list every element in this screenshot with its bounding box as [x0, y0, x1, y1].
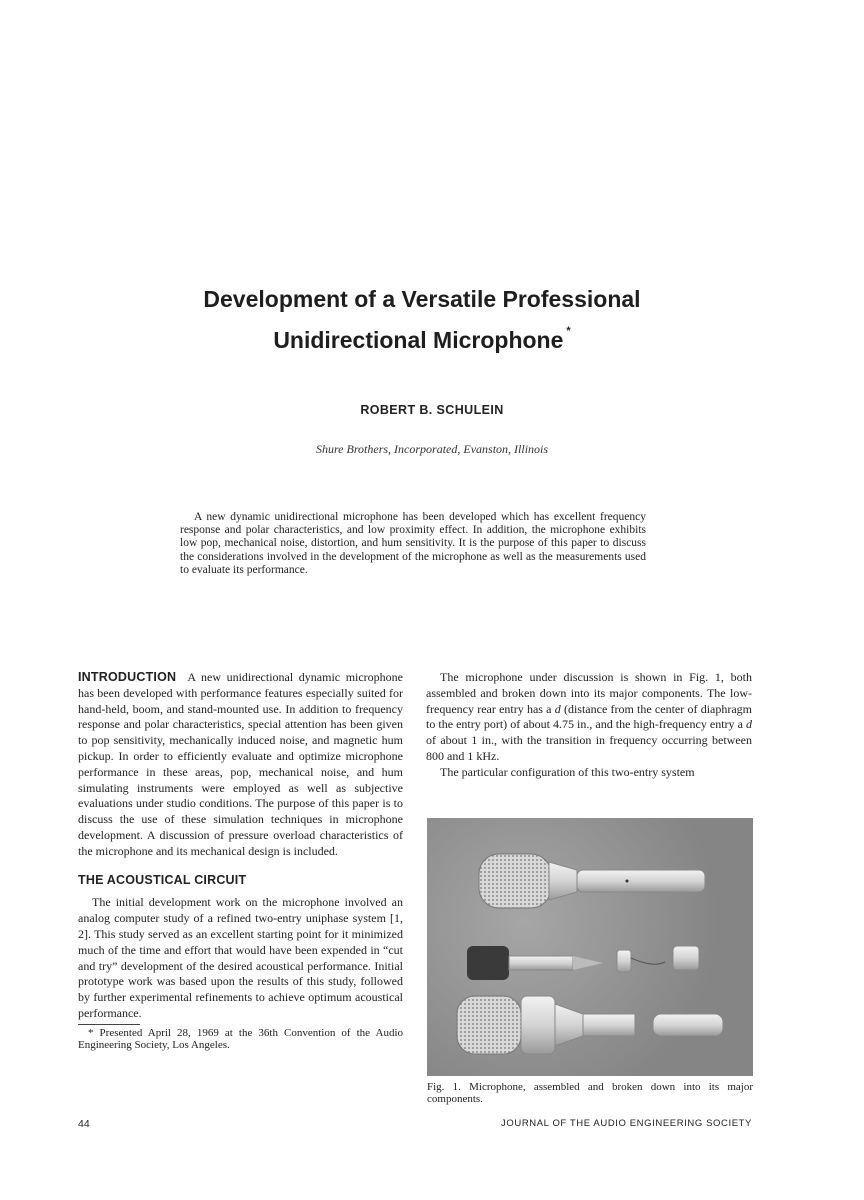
cartridge-and-parts: [467, 946, 699, 980]
acoustical-circuit-heading: THE ACOUSTICAL CIRCUIT: [78, 872, 247, 887]
title-line-2: [110, 315, 734, 356]
broken-down-microphone: [457, 996, 723, 1054]
right-column: [426, 670, 752, 781]
introduction-heading: INTRODUCTION: [78, 670, 177, 684]
author-affiliation: Shure Brothers, Incorporated, Evanston, Illinois: [315, 442, 549, 456]
abstract: A new dynamic unidirectional microphone has been developed which has excellent frequency response and polar characteristics, and low proximity effect. In addition, the microphone exhibits low pop, mechanical noise, distortion, and hum sensitivity. It is the purpose of this paper to discuss the considerations involved in the development of the microphone as well as the measurements used to evaluate its performance.: [180, 511, 646, 576]
variable-d-2: d: [746, 717, 752, 732]
title-footnote-mark: *: [566, 325, 571, 337]
right-p1-part-a: The microphone under discussion is shown in Fig. 1, both assembled and broken down into its major components. The low-frequency rear entry has a: [426, 670, 752, 716]
assembled-microphone: [479, 854, 705, 908]
figure-1-caption: Fig. 1. Microphone, assembled and broken down into its major components.: [427, 1081, 753, 1105]
variable-d-1: d: [554, 701, 561, 716]
title-line-2-text: Unidirectional Microphone: [273, 327, 564, 353]
right-paragraph-2: The particular configuration of this two-entry system: [440, 764, 695, 779]
microphone-photo-graphic: [427, 818, 753, 1076]
right-p1-part-b: (distance from the center of diaphragm to the entry port) of about 4.75 in., and the high-frequency entry a: [426, 701, 753, 732]
paper-title: [110, 283, 734, 356]
footnote-rule: [78, 1024, 140, 1025]
page-number: 44: [78, 1118, 90, 1130]
figure-1-photo: [427, 818, 753, 1076]
author-name: ROBERT B. SCHULEIN: [360, 403, 504, 417]
footnote: * Presented April 28, 1969 at the 36th Convention of the Audio Engineering Society, Los Angeles.: [78, 1026, 403, 1051]
acoustical-circuit-text: The initial development work on the microphone involved an analog computer study of a refined two-entry uniphase system [1, 2]. This study served as an excellent starting point for it minimized much of the time and effort that would have been expended in “cut and try” development of the desired acoustical performance. Initial prototype work was based upon the results of this study, followed by further experimental refinements to achieve optimum acoustical performance.: [78, 895, 403, 1020]
introduction-paragraph: [78, 670, 403, 860]
journal-name: JOURNAL OF THE AUDIO ENGINEERING SOCIETY: [501, 1118, 752, 1129]
introduction-text: A new unidirectional dynamic microphone has been developed with performance features especially suited for hand-held, boom, and stand-mounted use. In addition to frequency response and polar characteristics, special attention has been given to pop sensitivity, mechanically induced noise, and magnetic hum pickup. In order to efficiently evaluate and optimize microphone performance in these areas, pop, mechanical noise, and hum simulating instruments were employed as well as subjective evaluations under studio conditions. The purpose of this paper is to discuss the use of these simulation techniques in microphone development. A discussion of pressure overload characteristics of the microphone and its mechanical design is included.: [78, 670, 404, 858]
right-paragraph-1: [426, 670, 752, 765]
title-line-1: Development of a Versatile Professional: [203, 286, 641, 312]
right-p1-part-c: of about 1 in., with the transition in frequency occurring between 800 and 1 kHz.: [426, 733, 752, 763]
left-column: [78, 670, 403, 1051]
